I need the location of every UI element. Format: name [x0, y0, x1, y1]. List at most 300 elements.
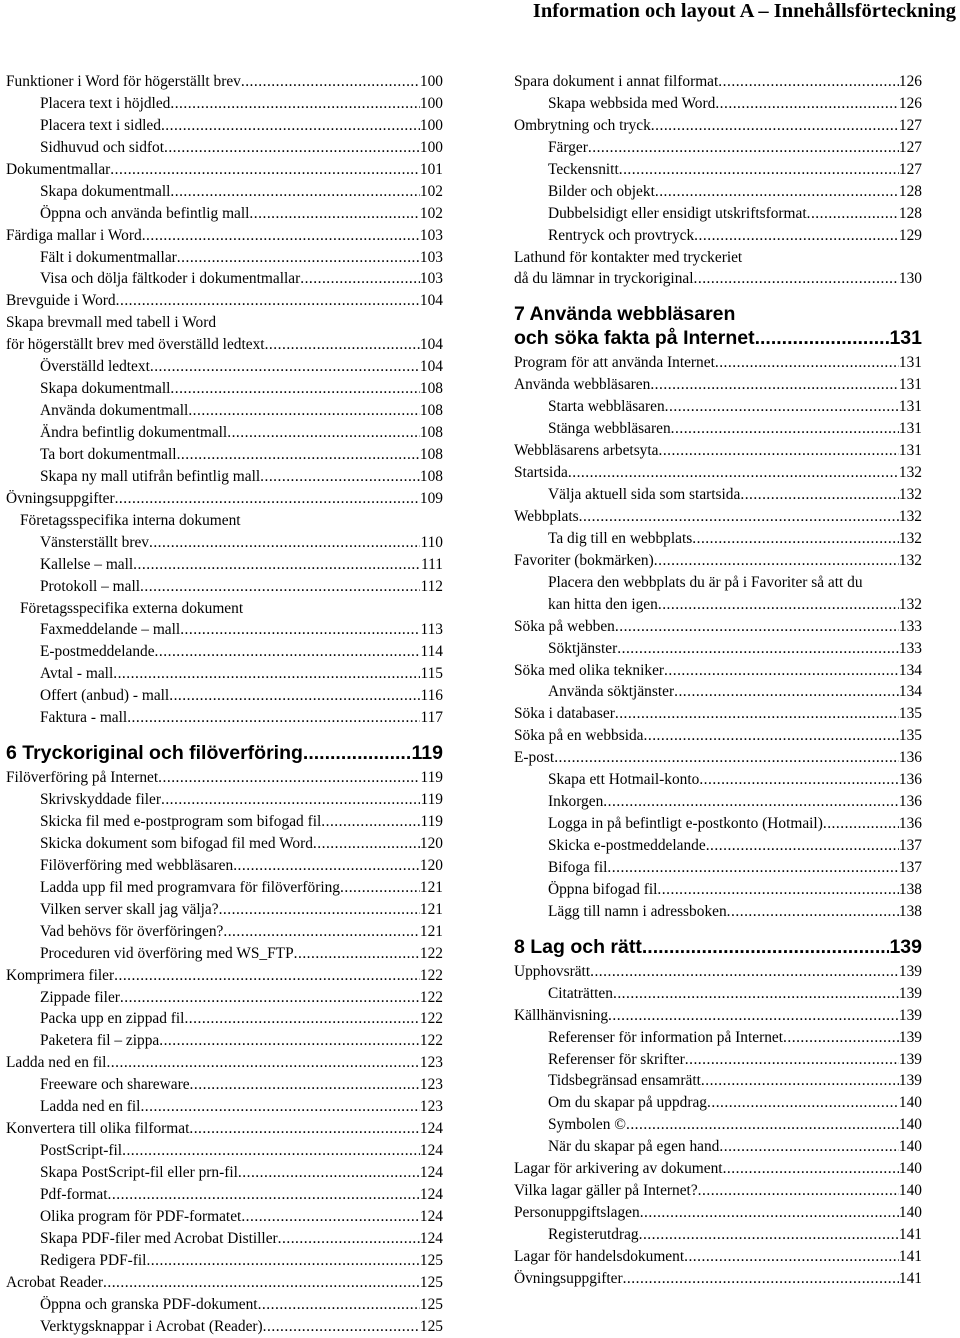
toc-entry-title: Bilder och objekt — [548, 182, 655, 200]
toc-entry[interactable] — [6, 159, 443, 181]
toc-entry[interactable] — [6, 987, 443, 1009]
toc-entry[interactable] — [6, 1250, 443, 1272]
toc-leader-dots — [608, 1005, 899, 1027]
toc-entry-title: Acrobat Reader — [6, 1273, 103, 1291]
toc-entry-title: Brevguide i Word — [6, 292, 116, 310]
toc-entry[interactable] — [514, 901, 922, 923]
toc-page-number: 103 — [419, 270, 443, 288]
toc-page-number: 121 — [419, 878, 443, 896]
toc-page-number: 111 — [421, 555, 443, 573]
toc-leader-dots — [159, 1030, 420, 1052]
toc-entry[interactable] — [6, 641, 443, 663]
toc-entry[interactable] — [514, 681, 922, 703]
toc-entry-title: Protokoll – mall — [40, 577, 141, 595]
toc-leader-dots — [120, 987, 420, 1009]
toc-leader-dots — [170, 93, 420, 115]
toc-leader-dots — [579, 506, 899, 528]
toc-entry[interactable] — [514, 813, 922, 835]
toc-entry-title: Använda dokumentmall — [40, 402, 189, 420]
toc-entry-title: Faktura - mall — [40, 709, 128, 727]
toc-entry[interactable] — [514, 440, 922, 462]
toc-leader-dots — [161, 789, 421, 811]
toc-entry[interactable] — [6, 247, 443, 269]
toc-page-number: 123 — [419, 1098, 443, 1116]
toc-entry[interactable] — [6, 965, 443, 987]
toc-entry[interactable] — [514, 418, 922, 440]
toc-page-number: 122 — [419, 966, 443, 984]
toc-page-number: 117 — [420, 709, 443, 727]
toc-entry-title: Söktjänster — [548, 639, 618, 657]
toc-entry-title: Söka med olika tekniker — [514, 661, 665, 679]
toc-entry-title: När du skapar på egen hand — [548, 1138, 720, 1156]
toc-entry-title: Upphovsrätt — [514, 962, 591, 980]
toc-entry-title: Bifoga fil — [548, 858, 608, 876]
toc-leader-dots — [227, 422, 420, 444]
toc-page-number: 112 — [420, 577, 443, 595]
toc-page-number: 139 — [898, 1072, 922, 1090]
toc-chapter-title: 6 Tryckoriginal och filöverföring — [6, 742, 303, 765]
toc-entry[interactable] — [514, 203, 922, 225]
toc-leader-dots — [655, 181, 899, 203]
toc-entry[interactable] — [514, 879, 922, 901]
toc-page-number: 125 — [419, 1251, 443, 1269]
toc-entry[interactable] — [514, 1246, 922, 1268]
toc-entry[interactable] — [514, 1158, 922, 1180]
toc-entry-title: Ladda ned en fil — [6, 1054, 107, 1072]
toc-entry[interactable] — [6, 378, 443, 400]
toc-page-number: 122 — [419, 944, 443, 962]
toc-entry-title: Vad behövs för överföringen? — [40, 922, 224, 940]
toc-entry-title: Referenser för information på Internet — [548, 1028, 784, 1046]
toc-entry-title: Sidhuvud och sidfot — [40, 138, 164, 156]
toc-entry[interactable] — [514, 352, 922, 374]
toc-entry[interactable] — [6, 532, 443, 554]
toc-entry[interactable] — [6, 899, 443, 921]
toc-entry[interactable] — [6, 707, 443, 729]
toc-entry[interactable] — [514, 660, 922, 682]
toc-leader-dots — [590, 961, 899, 983]
toc-leader-dots — [607, 857, 898, 879]
toc-page-number: 139 — [898, 1028, 922, 1046]
toc-page-number: 119 — [411, 742, 443, 765]
toc-chapter-title: och söka fakta på Internet — [514, 327, 755, 350]
toc-page-number: 140 — [898, 1094, 922, 1112]
toc-entry[interactable] — [6, 1228, 443, 1250]
toc-entry-title: för högerställt brev med överställd ledtext — [6, 336, 265, 354]
toc-page-number: 104 — [419, 358, 443, 376]
toc-leader-dots — [238, 1162, 420, 1184]
toc-leader-dots — [642, 935, 890, 959]
toc-entry-title: Använda söktjänster — [548, 683, 675, 701]
toc-page-number: 132 — [898, 507, 922, 525]
toc-page-number: 119 — [420, 769, 443, 787]
toc-page-number: 108 — [419, 424, 443, 441]
toc-chapter-heading-line[interactable]: 7 Använda webbläsaren — [514, 303, 736, 326]
toc-page-number: 135 — [898, 727, 922, 745]
toc-entry-title: Källhänvisning — [514, 1006, 609, 1024]
toc-entry-title: Använda webbläsaren — [514, 376, 651, 394]
toc-entry[interactable] — [6, 598, 443, 620]
toc-leader-dots — [278, 1228, 420, 1250]
toc-entry[interactable] — [6, 510, 443, 532]
toc-entry[interactable] — [6, 268, 443, 290]
toc-entry[interactable] — [6, 1272, 443, 1294]
toc-page-number: 136 — [898, 749, 922, 767]
toc-entry-title: Skicka e-postmeddelande — [548, 837, 706, 854]
toc-entry[interactable] — [6, 811, 443, 833]
toc-entry-title: Konvertera till olika filformat — [6, 1120, 190, 1138]
toc-entry-title: Registerutdrag — [548, 1226, 639, 1243]
toc-entry-title: Stänga webbläsaren — [548, 420, 671, 438]
toc-entry[interactable] — [514, 594, 922, 616]
toc-leader-dots — [619, 159, 899, 181]
toc-entry[interactable] — [6, 855, 443, 877]
toc-leader-dots — [321, 811, 420, 833]
toc-page-number: 132 — [898, 595, 922, 613]
toc-entry[interactable] — [514, 484, 922, 506]
toc-entry[interactable] — [6, 290, 443, 312]
toc-entry[interactable] — [6, 685, 443, 707]
toc-page-number: 122 — [419, 1010, 443, 1028]
toc-page-number: 127 — [898, 116, 922, 134]
toc-entry[interactable] — [514, 115, 922, 137]
toc-entry[interactable] — [6, 1118, 443, 1140]
toc-entry[interactable] — [6, 203, 443, 225]
toc-entry-title: Avtal - mall — [40, 665, 114, 683]
toc-entry-title: Webbläsarens arbetsyta — [514, 442, 659, 460]
toc-entry[interactable] — [6, 71, 443, 93]
toc-page-number: 124 — [419, 1229, 443, 1247]
toc-entry[interactable] — [514, 506, 922, 528]
toc-entry[interactable] — [514, 396, 922, 418]
toc-leader-dots — [694, 225, 899, 247]
toc-chapter-heading[interactable] — [6, 741, 443, 765]
toc-entry[interactable] — [6, 1206, 443, 1228]
toc-entry-title: Webbplats — [514, 507, 579, 525]
toc-leader-dots — [807, 203, 899, 225]
toc-entry[interactable] — [514, 703, 922, 725]
toc-entry[interactable] — [6, 1162, 443, 1184]
toc-page-number: 133 — [898, 617, 922, 635]
toc-entry[interactable] — [514, 1202, 922, 1224]
toc-page-number: 140 — [898, 1138, 922, 1156]
toc-entry[interactable] — [514, 71, 922, 93]
toc-page-number: 139 — [898, 1006, 922, 1024]
toc-entry[interactable] — [514, 1180, 922, 1202]
toc-entry-title: Skapa PDF-filer med Acrobat Distiller — [40, 1229, 278, 1247]
toc-page-number: 101 — [419, 160, 443, 178]
toc-entry-title: Lagar för arkivering av dokument — [514, 1160, 723, 1178]
toc-leader-dots — [665, 396, 899, 418]
toc-entry[interactable] — [514, 159, 922, 181]
toc-entry-title: Program för att använda Internet — [514, 354, 715, 372]
toc-page-number: 109 — [419, 489, 443, 507]
toc-leader-dots — [639, 1224, 899, 1246]
toc-entry[interactable] — [6, 1074, 443, 1096]
toc-entry-title: Placera text i sidled — [40, 116, 161, 134]
toc-entry[interactable] — [514, 1027, 922, 1049]
toc-chapter-heading[interactable] — [514, 935, 922, 959]
toc-entry[interactable] — [514, 1070, 922, 1092]
toc-leader-dots — [103, 1272, 420, 1294]
toc-page-number: 103 — [419, 248, 443, 266]
toc-page-number: 100 — [419, 138, 443, 156]
toc-entry[interactable] — [514, 268, 922, 290]
toc-entry[interactable] — [514, 1049, 922, 1071]
toc-right-column — [514, 71, 922, 1290]
toc-page-number: 136 — [898, 793, 922, 811]
toc-entry[interactable] — [514, 225, 922, 247]
toc-page-number: 140 — [898, 1160, 922, 1178]
toc-page-number: 122 — [419, 988, 443, 1006]
toc-page-number: 119 — [420, 813, 443, 830]
toc-entry[interactable] — [6, 576, 443, 598]
toc-page-number: 104 — [419, 336, 443, 354]
toc-entry[interactable] — [514, 961, 922, 983]
toc-entry-title: PostScript-fil — [40, 1142, 123, 1160]
toc-entry[interactable] — [6, 181, 443, 203]
toc-page-number: 137 — [898, 837, 922, 854]
toc-entry-title: E-post — [514, 749, 555, 767]
toc-page-number: 124 — [419, 1142, 443, 1160]
toc-page-number: 134 — [898, 661, 922, 679]
toc-entry-title: Ladda upp fil med programvara för filöverföring — [40, 878, 341, 896]
toc-page-number: 130 — [898, 270, 922, 288]
toc-page-number: 123 — [419, 1054, 443, 1072]
toc-entry-title: Ta bort dokumentmall — [40, 445, 177, 463]
toc-entry[interactable] — [514, 528, 922, 550]
toc-page-number: 129 — [898, 226, 922, 244]
toc-entry-title: Öppna och använda befintlig mall — [40, 204, 250, 222]
toc-leader-dots — [188, 400, 420, 422]
toc-entry[interactable] — [514, 137, 922, 159]
toc-leader-dots — [258, 1294, 420, 1316]
toc-entry[interactable] — [6, 137, 443, 159]
toc-entry[interactable] — [6, 334, 443, 356]
toc-page-number: 121 — [419, 922, 443, 940]
toc-entry[interactable] — [6, 554, 443, 576]
toc-leader-dots — [588, 137, 899, 159]
toc-leader-dots — [265, 334, 420, 356]
toc-entry-title: Inkorgen — [548, 793, 604, 811]
toc-entry-title: Lathund för kontakter med tryckeriet — [514, 248, 743, 266]
toc-leader-dots — [106, 1052, 419, 1074]
toc-leader-dots — [685, 1049, 899, 1071]
toc-leader-dots — [313, 833, 420, 855]
toc-entry-title: Välja aktuell sida som startsida — [548, 486, 741, 503]
toc-leader-dots — [719, 1136, 899, 1158]
toc-entry[interactable] — [514, 1136, 922, 1158]
toc-entry[interactable] — [514, 1092, 922, 1114]
toc-entry[interactable] — [514, 791, 922, 813]
toc-leader-dots — [755, 326, 890, 350]
toc-entry[interactable] — [514, 550, 922, 572]
toc-entry[interactable] — [514, 769, 922, 791]
toc-entry[interactable] — [514, 1005, 922, 1027]
toc-page-number: 125 — [419, 1295, 443, 1313]
toc-entry[interactable] — [6, 921, 443, 943]
toc-entry[interactable] — [514, 616, 922, 638]
toc-entry[interactable] — [6, 1184, 443, 1206]
toc-leader-dots — [617, 638, 899, 660]
toc-page-number: 126 — [898, 94, 922, 112]
toc-entry-title: Ladda ned en fil — [40, 1098, 141, 1116]
toc-leader-dots — [706, 835, 899, 857]
toc-entry[interactable] — [6, 466, 443, 488]
toc-entry[interactable] — [514, 835, 922, 857]
toc-leader-dots — [177, 247, 420, 269]
toc-leader-dots — [263, 1316, 420, 1338]
toc-entry[interactable] — [514, 1224, 922, 1246]
toc-leader-dots — [684, 1246, 899, 1268]
toc-entry[interactable] — [6, 1140, 443, 1162]
toc-leader-dots — [568, 462, 899, 484]
toc-page-number: 116 — [420, 687, 443, 705]
toc-leader-dots — [699, 769, 899, 791]
toc-entry[interactable] — [6, 1052, 443, 1074]
toc-page-number: 132 — [898, 464, 922, 482]
toc-page-number: 127 — [898, 160, 922, 178]
toc-page-number: 119 — [420, 791, 443, 809]
toc-page-number: 127 — [898, 138, 922, 156]
toc-entry-title: Proceduren vid överföring med WS_FTP — [40, 944, 294, 962]
toc-entry[interactable] — [6, 1096, 443, 1118]
toc-entry[interactable] — [6, 663, 443, 685]
toc-entry[interactable] — [514, 638, 922, 660]
toc-entry-title: Verktygsknappar i Acrobat (Reader) — [40, 1317, 263, 1335]
toc-leader-dots — [340, 877, 420, 899]
toc-page-number: 122 — [419, 1032, 443, 1050]
toc-entry-title: Ta dig till en webbplats — [548, 529, 693, 547]
toc-entry-title: Öppna och granska PDF-dokument — [40, 1295, 258, 1313]
toc-entry[interactable] — [6, 356, 443, 378]
toc-entry[interactable] — [514, 1268, 922, 1290]
toc-page-number: 138 — [898, 880, 922, 898]
toc-leader-dots — [149, 532, 421, 554]
toc-entry[interactable] — [6, 93, 443, 115]
toc-entry[interactable] — [514, 857, 922, 879]
toc-page-number: 128 — [898, 204, 922, 222]
toc-leader-dots — [140, 1096, 419, 1118]
toc-leader-dots — [715, 352, 899, 374]
toc-entry-title: Vilken server skall jag välja? — [40, 900, 219, 918]
toc-entry[interactable] — [514, 462, 922, 484]
toc-entry-title: Offert (anbud) - mall — [40, 687, 170, 705]
toc-leader-dots — [113, 663, 420, 685]
toc-leader-dots — [698, 1180, 899, 1202]
toc-entry[interactable] — [6, 789, 443, 811]
toc-page-number: 132 — [898, 551, 922, 569]
toc-entry-title: Favoriter (bokmärken) — [514, 551, 654, 569]
toc-entry-title: Referenser för skrifter — [548, 1050, 685, 1068]
toc-entry[interactable] — [514, 1114, 922, 1136]
toc-leader-dots — [170, 181, 420, 203]
toc-leader-dots — [650, 374, 899, 396]
toc-entry[interactable] — [6, 115, 443, 137]
toc-entry[interactable] — [6, 225, 443, 247]
toc-leader-dots — [190, 1074, 420, 1096]
toc-leader-dots — [300, 268, 420, 290]
toc-entry[interactable] — [6, 312, 443, 334]
toc-entry[interactable] — [514, 93, 922, 115]
toc-entry[interactable] — [514, 181, 922, 203]
toc-entry[interactable] — [6, 833, 443, 855]
toc-entry-title: Övningsuppgifter — [6, 489, 115, 507]
toc-leader-dots — [127, 707, 420, 729]
toc-page-number: 141 — [898, 1269, 922, 1287]
toc-entry[interactable] — [514, 572, 922, 594]
toc-entry-title: Funktioner i Word för högerställt brev — [6, 73, 241, 90]
toc-entry[interactable] — [6, 767, 443, 789]
toc-entry[interactable] — [6, 400, 443, 422]
toc-entry[interactable] — [514, 983, 922, 1005]
toc-entry-title: Överställd ledtext — [40, 358, 150, 376]
toc-leader-dots — [164, 137, 420, 159]
toc-entry-title: Visa och dölja fältkoder i dokumentmallar — [40, 270, 301, 288]
toc-entry-title: Skapa ett Hotmail-konto — [548, 771, 700, 789]
toc-entry-title: Zippade filer — [40, 988, 120, 1006]
toc-leader-dots — [692, 528, 899, 550]
toc-entry[interactable] — [514, 247, 922, 269]
toc-leader-dots — [615, 703, 899, 725]
toc-entry-title: Skicka dokument som bifogad fil med Word — [40, 834, 313, 852]
toc-entry[interactable] — [6, 1008, 443, 1030]
toc-entry[interactable] — [6, 444, 443, 466]
toc-chapter-heading[interactable] — [514, 326, 922, 350]
toc-entry[interactable] — [6, 1316, 443, 1338]
toc-page-number: 123 — [419, 1076, 443, 1094]
toc-leader-dots — [623, 1268, 899, 1290]
toc-leader-dots — [115, 488, 420, 510]
toc-leader-dots — [603, 791, 899, 813]
toc-leader-dots — [114, 965, 420, 987]
toc-entry[interactable] — [6, 422, 443, 444]
toc-leader-dots — [161, 115, 420, 137]
toc-entry-title: Färdiga mallar i Word — [6, 226, 142, 244]
toc-entry-title: Skapa PostScript-fil eller prn-fil — [40, 1164, 238, 1181]
toc-leader-dots — [223, 921, 420, 943]
toc-leader-dots — [554, 747, 899, 769]
toc-page-number: 140 — [898, 1116, 922, 1134]
toc-entry[interactable] — [6, 943, 443, 965]
toc-entry[interactable] — [6, 619, 443, 641]
toc-chapter-title: 8 Lag och rätt — [514, 935, 642, 958]
toc-entry[interactable] — [6, 1030, 443, 1052]
toc-leader-dots — [140, 576, 420, 598]
toc-leader-dots — [644, 725, 899, 747]
toc-entry-title: Packa upp en zippad fil — [40, 1010, 185, 1028]
toc-entry-title: Ändra befintlig dokumentmall — [40, 424, 228, 441]
toc-entry[interactable] — [6, 1294, 443, 1316]
toc-entry[interactable] — [514, 725, 922, 747]
toc-leader-dots — [715, 93, 899, 115]
toc-page-number: 121 — [419, 900, 443, 918]
toc-leader-dots — [658, 440, 898, 462]
toc-page-number: 139 — [898, 962, 922, 980]
toc-entry-title: Skapa webbsida med Word — [548, 94, 716, 112]
toc-entry[interactable] — [514, 747, 922, 769]
toc-page-number: 100 — [419, 73, 443, 90]
toc-leader-dots — [241, 1206, 420, 1228]
toc-entry[interactable] — [6, 877, 443, 899]
toc-entry-title: E-postmeddelande — [40, 643, 155, 661]
toc-leader-dots — [671, 418, 899, 440]
toc-page-number: 134 — [898, 683, 922, 701]
toc-entry[interactable] — [6, 488, 443, 510]
toc-leader-dots — [180, 619, 420, 641]
toc-entry-title: Färger — [548, 138, 588, 156]
toc-entry[interactable] — [514, 374, 922, 396]
